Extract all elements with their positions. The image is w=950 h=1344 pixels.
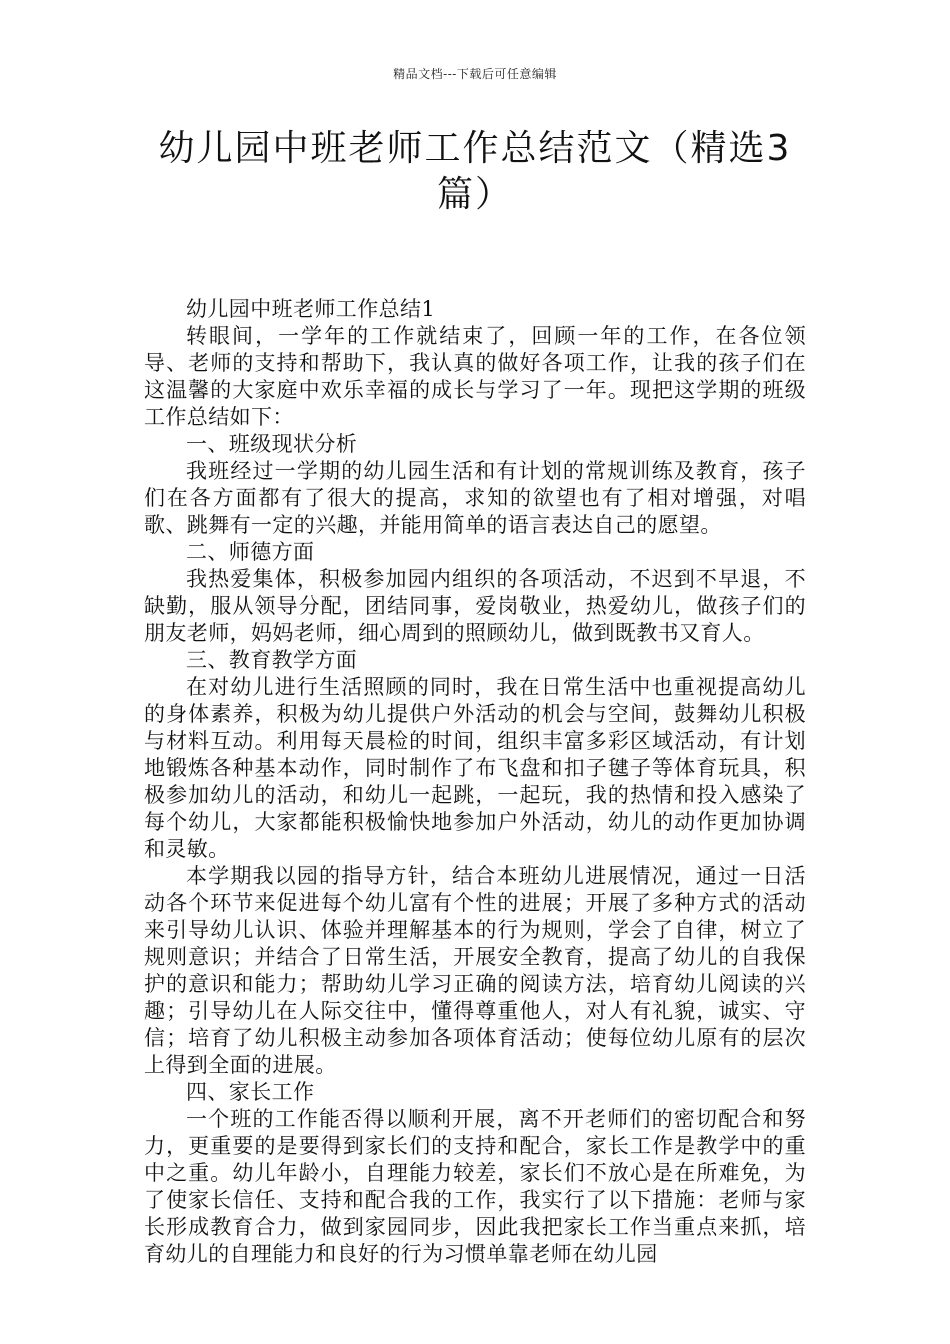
section-heading: 三、教育教学方面 xyxy=(186,648,358,672)
section-heading: 一、班级现状分析 xyxy=(186,432,358,456)
document-body xyxy=(144,296,806,1268)
body-paragraph: 我班经过一学期的幼儿园生活和有计划的常规训练及教育，孩子们在各方面都有了很大的提高，求知的欲望也有了相对增强，对唱歌、跳舞有一定的兴趣，并能用简单的语言表达自己的愿望。 xyxy=(144,459,806,537)
body-paragraph: 在对幼儿进行生活照顾的同时，我在日常生活中也重视提高幼儿的身体素养，积极为幼儿提供户外活动的机会与空间，鼓舞幼儿积极与材料互动。利用每天晨检的时间，组织丰富多彩区域活动，有计划地锻炼各种基本动作，同时制作了布飞盘和扣子毽子等体育玩具，积极参加幼儿的活动，和幼儿一起跳，一起玩，我的热情和投入感染了每个幼儿，大家都能积极愉快地参加户外活动，幼儿的动作更加协调和灵敏。 xyxy=(144,675,806,861)
body-paragraph: 转眼间，一学年的工作就结束了，回顾一年的工作，在各位领导、老师的支持和帮助下，我认真的做好各项工作，让我的孩子们在这温馨的大家庭中欢乐幸福的成长与学习了一年。现把这学期的班级工作总结如下： xyxy=(144,324,806,429)
section-heading: 幼儿园中班老师工作总结1 xyxy=(186,297,436,321)
page-title: 幼儿园中班老师工作总结范文（精选3篇） xyxy=(158,128,792,215)
section-heading: 四、家长工作 xyxy=(186,1080,315,1104)
body-paragraph: 我热爱集体，积极参加园内组织的各项活动，不迟到不早退，不缺勤，服从领导分配，团结同事，爱岗敬业，热爱幼儿，做孩子们的朋友老师，妈妈老师，细心周到的照顾幼儿，做到既教书又育人。 xyxy=(144,567,806,645)
body-paragraph: 一个班的工作能否得以顺利开展，离不开老师们的密切配合和努力，更重要的是要得到家长们的支持和配合，家长工作是教学中的重中之重。幼儿年龄小，自理能力较差，家长们不放心是在所难免，为了使家长信任、支持和配合我的工作，我实行了以下措施：老师与家长形成教育合力，做到家园同步，因此我把家长工作当重点来抓，培育幼儿的自理能力和良好的行为习惯单靠老师在幼儿园 xyxy=(144,1107,806,1266)
header-note: 精品文档---下载后可任意编辑 xyxy=(393,67,557,81)
body-paragraph: 本学期我以园的指导方针，结合本班幼儿进展情况，通过一日活动各个环节来促进每个幼儿富有个性的进展；开展了多种方式的活动来引导幼儿认识、体验并理解基本的行为规则，学会了自律，树立了规则意识；并结合了日常生活，开展安全教育，提高了幼儿的自我保护的意识和能力；帮助幼儿学习正确的阅读方法，培育幼儿阅读的兴趣；引导幼儿在人际交往中，懂得尊重他人，对人有礼貌，诚实、守信；培育了幼儿积极主动参加各项体育活动；使每位幼儿原有的层次上得到全面的进展。 xyxy=(144,864,806,1077)
section-heading: 二、师德方面 xyxy=(186,540,315,564)
